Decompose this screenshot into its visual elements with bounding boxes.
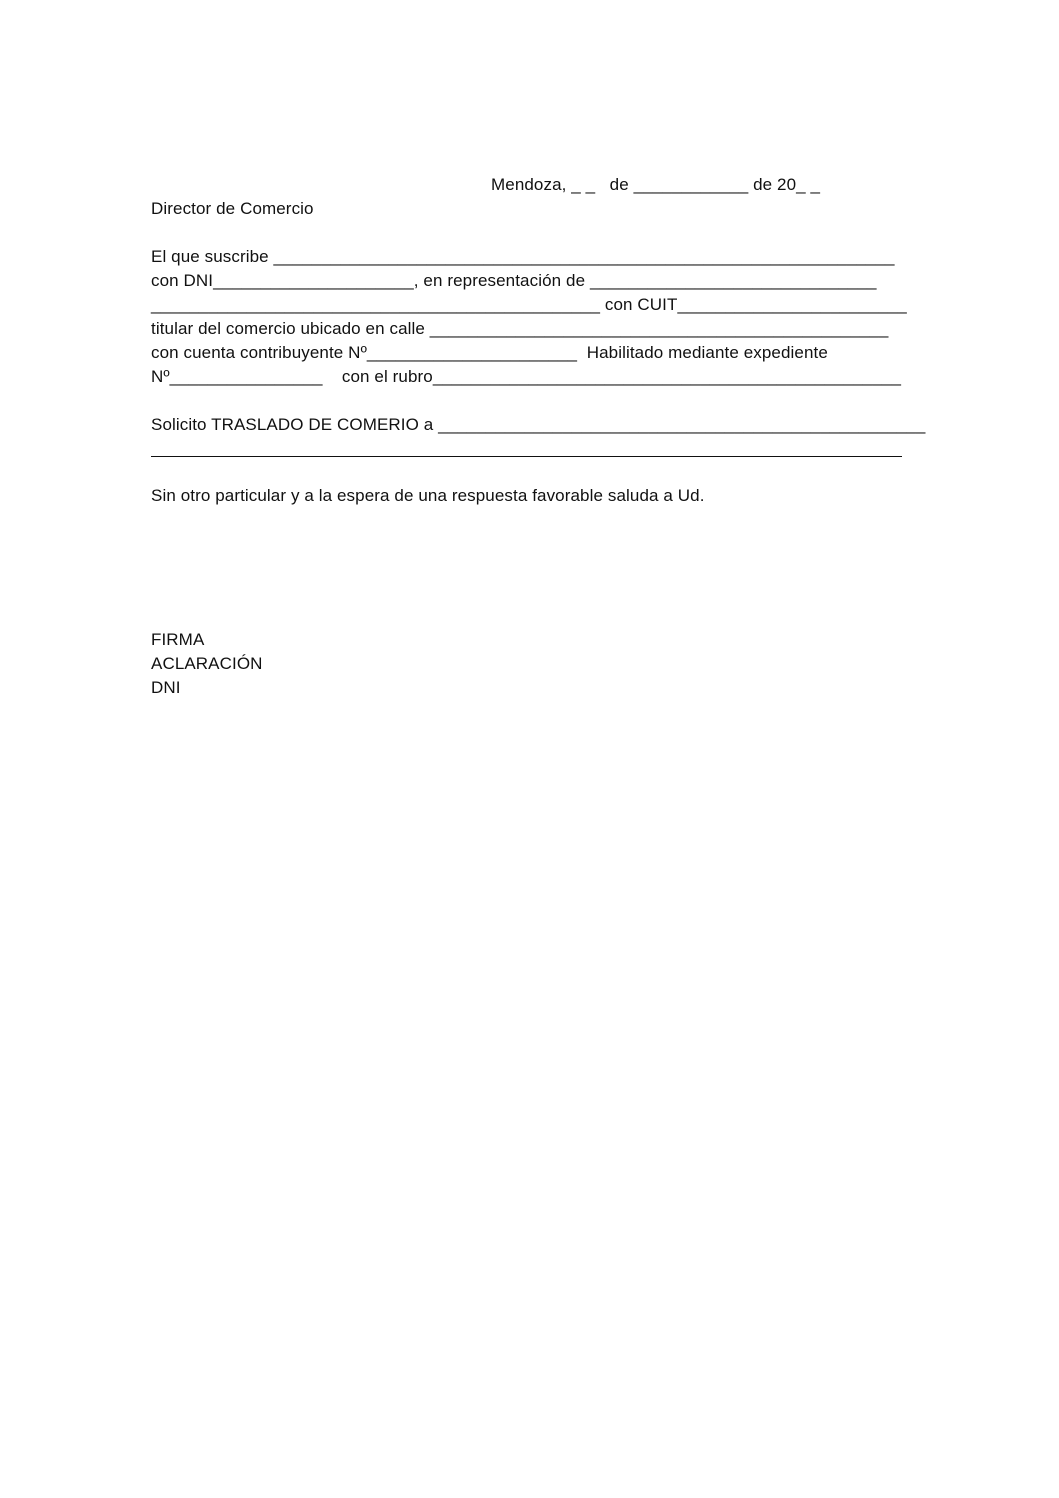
signature-aclaracion: ACLARACIÓN (151, 654, 263, 673)
recipient-line: Director de Comercio (151, 199, 314, 218)
body-line-suscribe: El que suscribe _________________________________________________________________ (151, 247, 895, 266)
body-line-dni: con DNI_____________________, en representación de ______________________________ (151, 271, 877, 290)
blank-fill-rule (151, 456, 902, 457)
date-line: Mendoza, _ _ de ____________ de 20_ _ (491, 175, 821, 194)
signature-firma: FIRMA (151, 630, 205, 649)
body-line-rubro: Nº________________ con el rubro_________________________________________________ (151, 367, 901, 386)
closing-line: Sin otro particular y a la espera de una respuesta favorable saluda a Ud. (151, 486, 705, 505)
request-line: Solicito TRASLADO DE COMERIO a ___________________________________________________ (151, 415, 926, 434)
body-line-cuit: _______________________________________________ con CUIT________________________ (151, 295, 907, 314)
body-line-cuenta: con cuenta contribuyente Nº______________________ Habilitado mediante expediente (151, 343, 828, 362)
body-line-domicilio: titular del comercio ubicado en calle ________________________________________________ (151, 319, 889, 338)
signature-dni: DNI (151, 678, 181, 697)
